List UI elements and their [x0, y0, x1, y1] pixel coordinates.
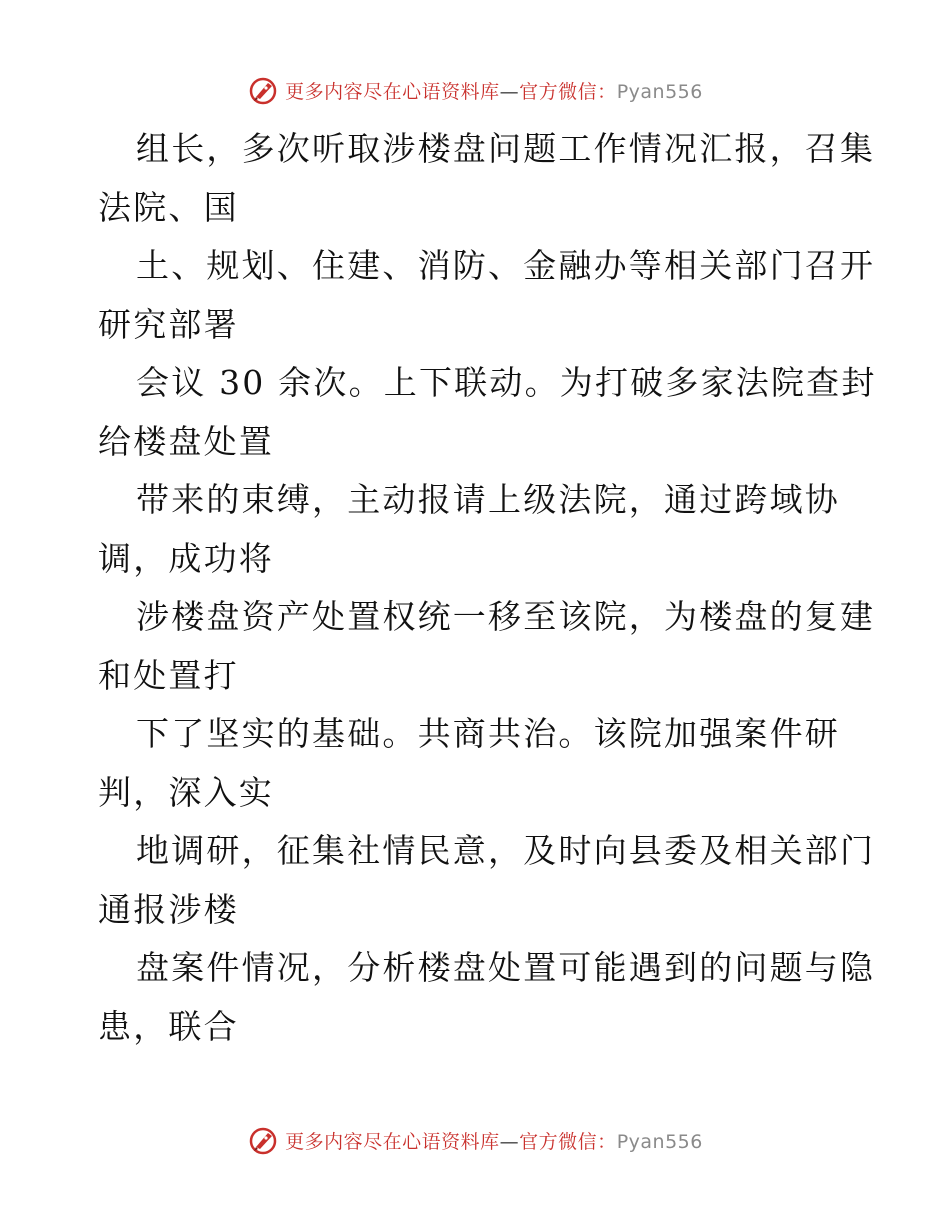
- text-line: 地调研，征集社情民意，及时向县委及相关部门: [136, 831, 876, 870]
- text-line: 土、规划、住建、消防、金融办等相关部门召开: [136, 246, 876, 285]
- text-line: 和处置打: [98, 655, 239, 695]
- banner-title: 更多内容尽在心语资料库: [285, 1130, 500, 1153]
- text-line: 通报涉楼: [98, 889, 239, 929]
- footer-banner: [0, 1120, 950, 1160]
- banner-account: Pyan556: [616, 1130, 703, 1153]
- pen-nib-logo-icon: [247, 1124, 279, 1156]
- banner-dash: —: [499, 1130, 520, 1153]
- banner-account: Pyan556: [616, 80, 703, 103]
- pen-nib-logo-icon: [247, 74, 279, 106]
- text-line: 组长，多次听取涉楼盘问题工作情况汇报，召集: [136, 129, 876, 168]
- document-body: [98, 120, 877, 1056]
- banner-contact-label: 官方微信：: [519, 1130, 617, 1153]
- banner-title: 更多内容尽在心语资料库: [285, 80, 500, 103]
- text-line: 给楼盘处置: [98, 421, 274, 461]
- text-line: 涉楼盘资产处置权统一移至该院，为楼盘的复建: [136, 597, 876, 636]
- text-line: 会议 30 余次。上下联动。为打破多家法院查封: [136, 363, 877, 402]
- text-line: 带来的束缚，主动报请上级法院，通过跨域协: [136, 480, 840, 519]
- banner-text: [285, 1127, 703, 1154]
- text-line: 盘案件情况，分析楼盘处置可能遇到的问题与隐: [136, 948, 876, 987]
- header-banner: [0, 70, 950, 110]
- text-line: 调，成功将: [98, 538, 274, 578]
- text-line: 下了坚实的基础。共商共治。该院加强案件研: [136, 714, 840, 753]
- banner-dash: —: [499, 80, 520, 103]
- text-line: 研究部署: [98, 304, 239, 344]
- text-line: 患，联合: [98, 1006, 239, 1046]
- banner-contact-label: 官方微信：: [519, 80, 617, 103]
- banner-text: [285, 77, 703, 104]
- text-line: 判，深入实: [98, 772, 274, 812]
- text-line: 法院、国: [98, 187, 239, 227]
